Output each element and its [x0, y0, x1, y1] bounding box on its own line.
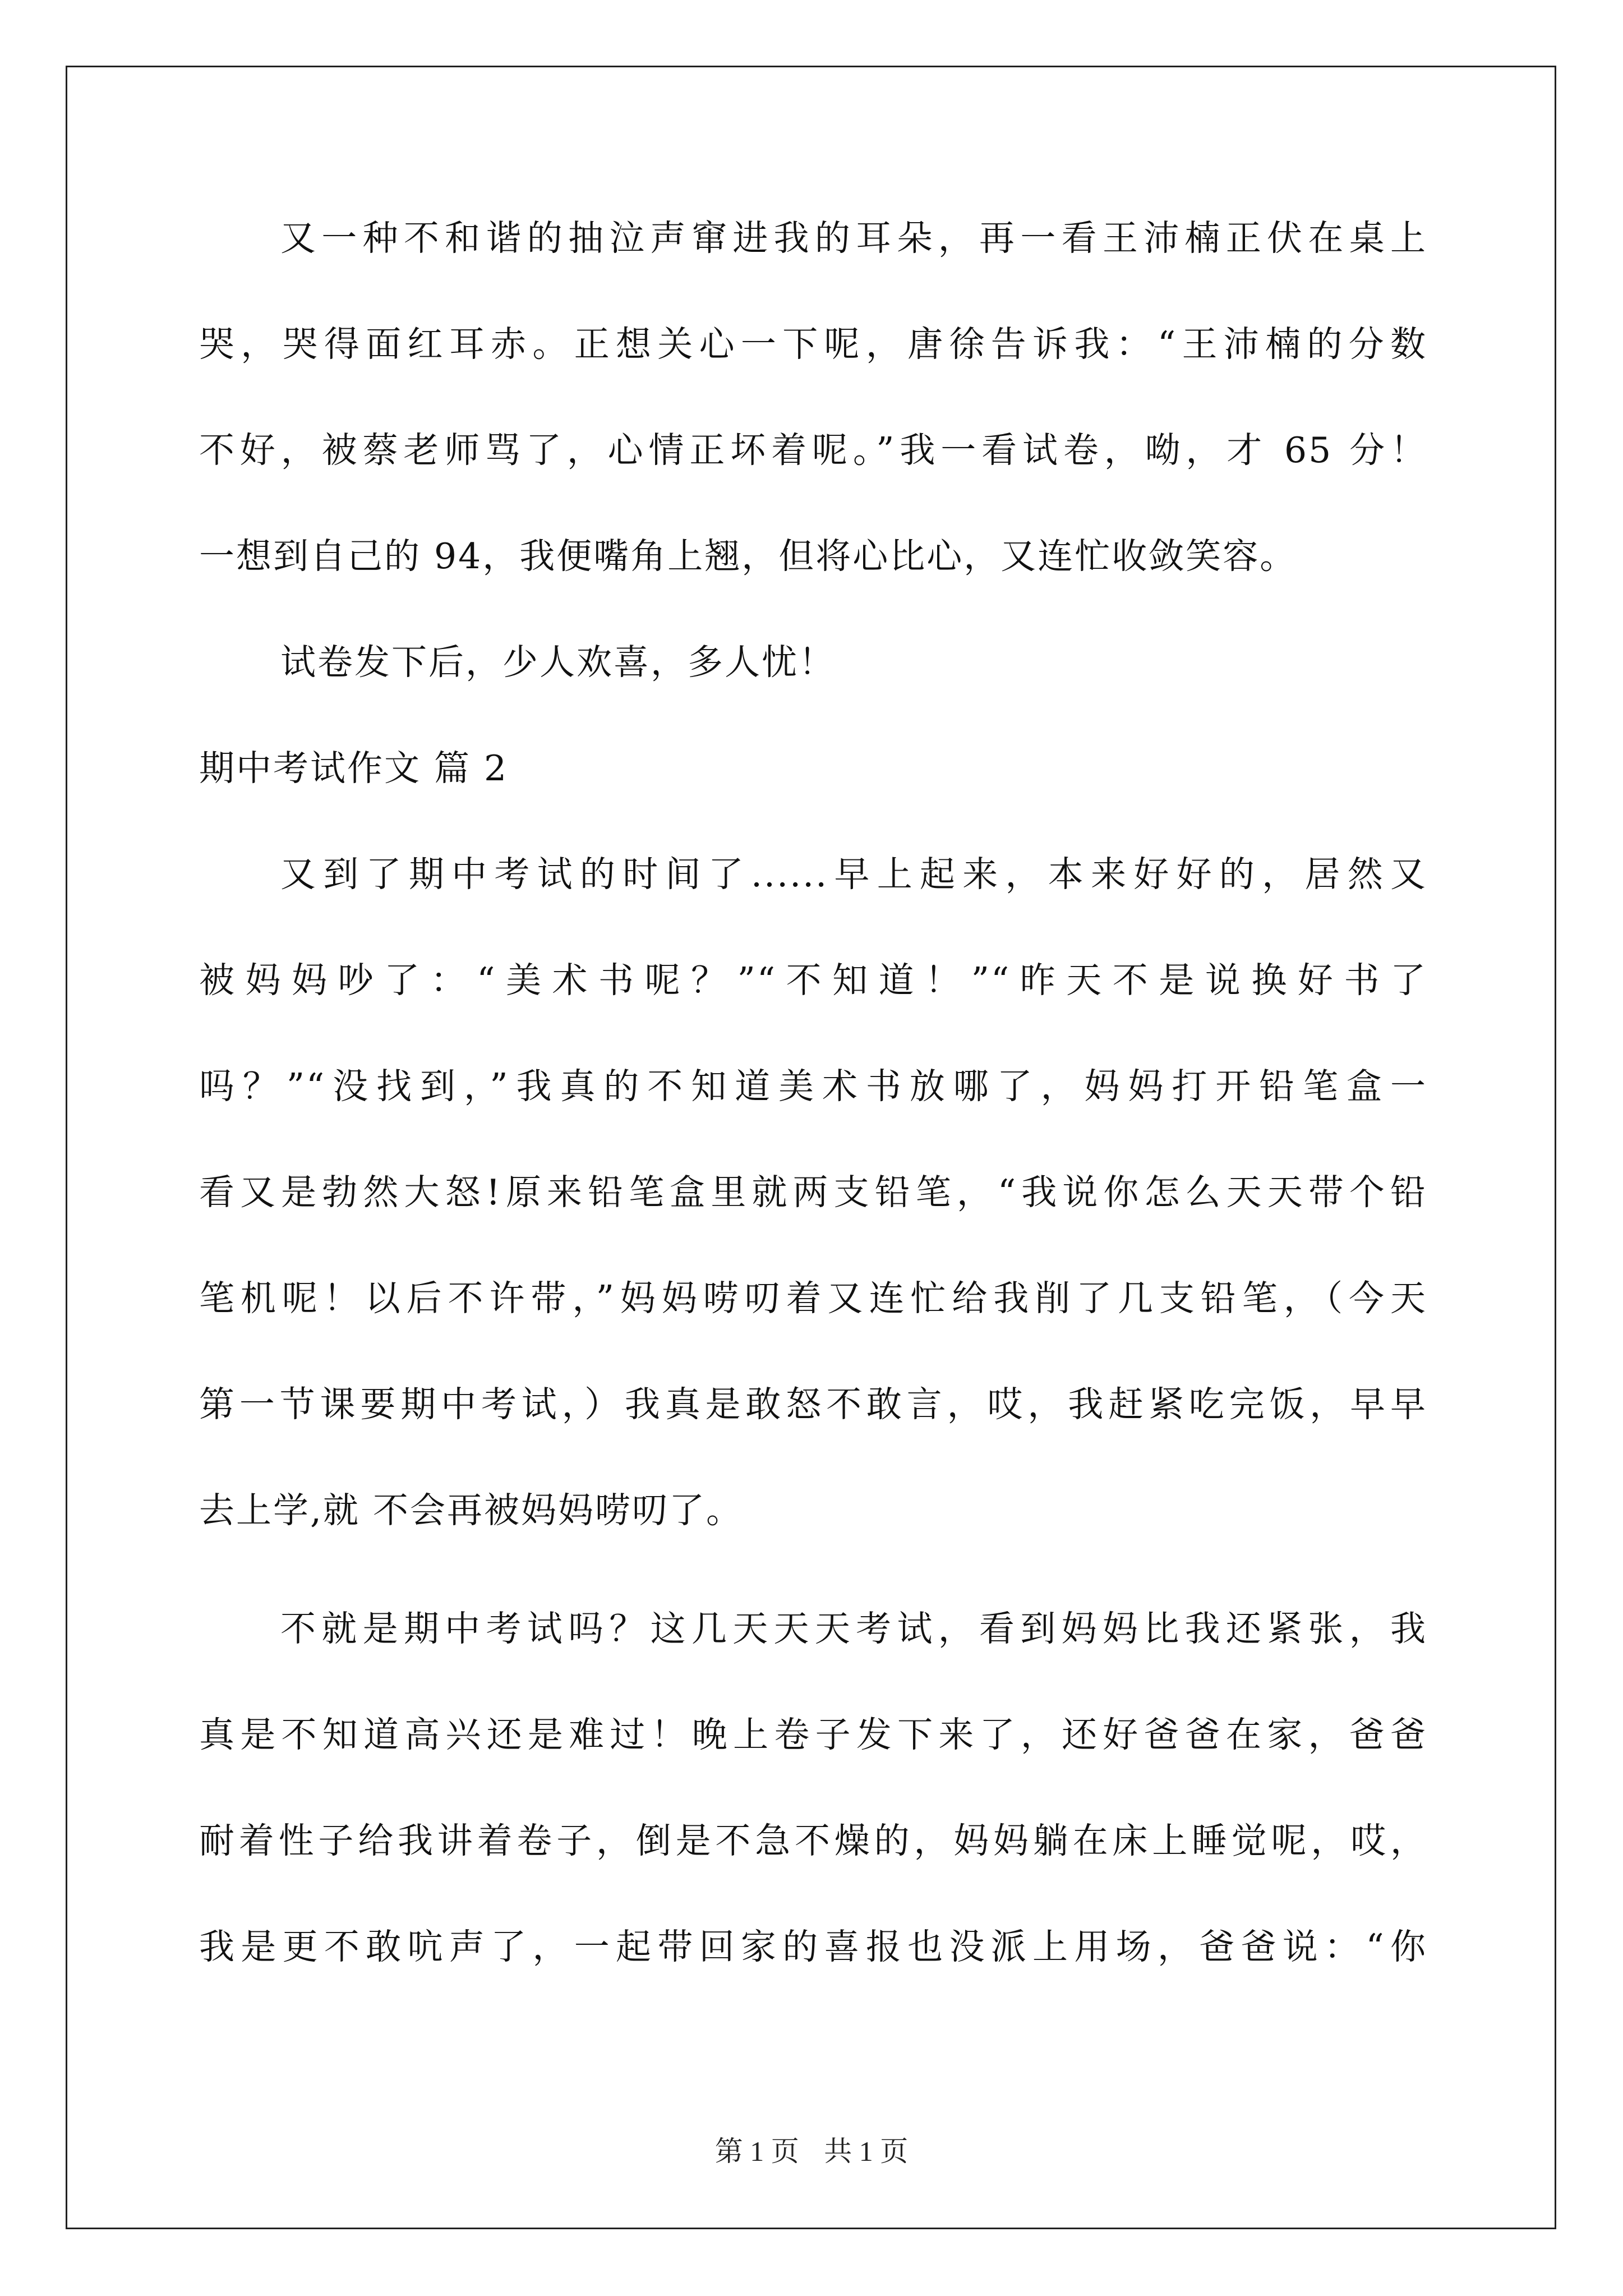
paragraph-line: 被妈妈吵了：“美术书呢？”“不知道！”“昨天不是说换好书了	[199, 960, 1427, 1001]
paragraph-line: 看又是勃然大怒!原来铅笔盒里就两支铅笔，“我说你怎么天天带个铅	[199, 1172, 1427, 1213]
page-footer	[0, 2129, 1623, 2169]
paragraph-line: 笔机呢！以后不许带，”妈妈唠叨着又连忙给我削了几支铅笔，（今天	[199, 1278, 1427, 1319]
paragraph-line: 一想到自己的 94，我便嘴角上翘，但将心比心，又连忙收敛笑容。	[199, 536, 1297, 577]
paragraph-line: 又到了期中考试的时间了......早上起来，本来好好的，居然又	[280, 854, 1427, 895]
paragraph-gap	[199, 1597, 1427, 1609]
paragraph-line: 试卷发下后，少人欢喜，多人忧！	[280, 642, 836, 683]
paragraph-line: 真是不知道高兴还是难过！晚上卷子发下来了，还好爸爸在家，爸爸	[199, 1714, 1427, 1755]
section-heading: 期中考试作文 篇 2	[199, 748, 509, 789]
paragraph-line: 耐着性子给我讲着卷子，倒是不急不燥的，妈妈躺在床上睡觉呢，哎，	[199, 1820, 1427, 1861]
page-number-total: 共 1 页	[824, 2136, 909, 2167]
document-body	[199, 219, 1427, 2033]
paragraph-line: 去上学,就 不会再被妈妈唠叨了。	[199, 1490, 744, 1531]
paragraph-line: 不就是期中考试吗？这几天天天考试，看到妈妈比我还紧张，我	[280, 1608, 1427, 1649]
paragraph-line: 我是更不敢吭声了，一起带回家的喜报也没派上用场，爸爸说：“你	[199, 1926, 1427, 1967]
paragraph-line: 不好，被蔡老师骂了，心情正坏着呢。”我一看试卷，呦，才 65 分！	[199, 430, 1427, 471]
paragraph-line: 吗？”“没找到，”我真的不知道美术书放哪了，妈妈打开铅笔盒一	[199, 1066, 1427, 1107]
page-number-current: 第 1 页	[714, 2136, 799, 2167]
paragraph-line: 第一节课要期中考试，）我真是敢怒不敢言，哎，我赶紧吃完饭，早早	[199, 1384, 1427, 1425]
paragraph-line: 哭，哭得面红耳赤。正想关心一下呢，唐徐告诉我：“王沛楠的分数	[199, 324, 1427, 365]
paragraph-line: 又一种不和谐的抽泣声窜进我的耳朵，再一看王沛楠正伏在桌上	[280, 218, 1427, 259]
